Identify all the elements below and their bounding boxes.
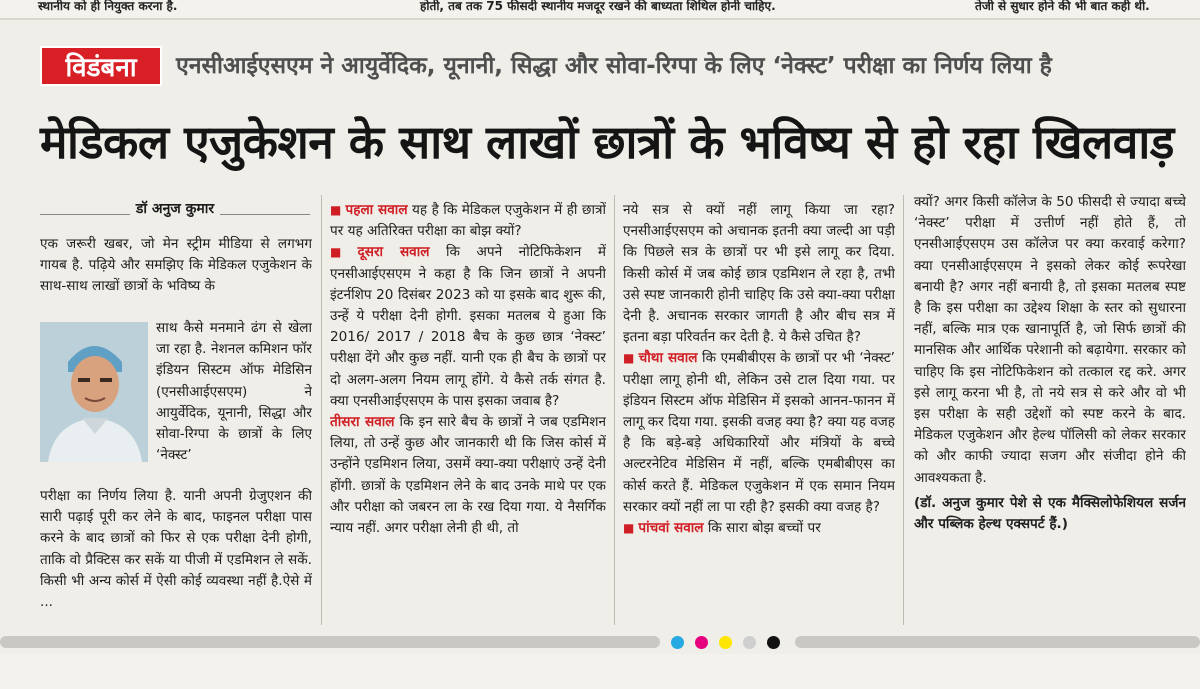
top-fragment: तेजी से सुधार होने की भी बात कही थी. bbox=[975, 0, 1150, 13]
bottom-margin bbox=[0, 654, 1200, 689]
registration-bar-right bbox=[795, 636, 1200, 648]
bullet-icon: ■ bbox=[330, 245, 354, 260]
bullet-icon: ■ bbox=[623, 521, 635, 536]
paragraph: नये सत्र से क्यों नहीं लागू किया जा रहा? एनसीआईएसएम को अचानक इतनी क्या जल्दी आ पड़ी कि पिछले सत्र के छात्रों पर भी इसे लागू कर दिया. किसी कोर्स में जब कोई छात्र एडमिशन ले रहा है, तभी उसे स्पष्ट जानकारी होनी चाहिए कि उसे क्या-क्या परीक्षा देनी है. अचानक सरकार जागती है और बीच सत्र में इतना बड़ा परिवर्तन कर देती है. ये कैसे उचित है? bbox=[623, 202, 895, 346]
column-4 bbox=[914, 192, 1186, 632]
grey-dot-icon bbox=[743, 636, 756, 649]
column-divider bbox=[321, 195, 322, 625]
column-divider bbox=[903, 195, 904, 625]
paragraph: क्यों? अगर किसी कॉलेज के 50 फीसदी से ज्यादा बच्चे ‘नेक्स्ट’ परीक्षा में उत्तीर्ण नहीं होते हैं, तो एनसीआईएसएम उस कॉलेज पर क्या करवाई करेगा? क्या एनसीआईएसएम ने इसको लेकर कोई रूपरेखा बनायी है? अगर नहीं बनायी है, तो इसका मतलब स्पष्ट है कि इस परीक्षा का उद्देश्य शिक्षा के स्तर को सुधारना नहीं, बल्कि मात्र एक खानापूर्ति है, जो सिर्फ छात्रों की मानसिक और आर्थिक परेशानी को बढ़ायेगा. सरकार को चाहिए कि इस नोटिफिकेशन को तत्काल रद्द करे. अगर इसे लागू करना भी है, तो नये सत्र से करे और वो भी इस परीक्षा के सही उद्देशों को स्पष्ट करने के बाद. मेडिकल एजुकेशन और हेल्थ पॉलिसी को लेकर सरकार को और काफी ज्यादा सजग और संजीदा होने की आवश्यकता है. bbox=[914, 194, 1186, 486]
author-portrait-image bbox=[40, 322, 148, 462]
question-label: चौथा सवाल bbox=[638, 350, 698, 367]
paragraph: एक जरूरी खबर, जो मेन स्ट्रीम मीडिया से लगभग गायब है. पढ़िये और समझिए कि मेडिकल एजुकेशन के साथ-साथ लाखों छात्रों के भविष्य के bbox=[40, 236, 312, 295]
column-1 bbox=[40, 234, 312, 298]
question-5 bbox=[623, 518, 895, 539]
paragraph: साथ कैसे मनमाने ढंग से खेला जा रहा है. नेशनल कमिशन फॉर इंडियन सिस्टम ऑफ मेडिसिन (एनसीआईएसएम) ने आयुर्वेदिक, यूनानी, सिद्धा और सोवा-रिग्पा के छात्रों के लिए ‘नेक्स्ट’ bbox=[156, 320, 312, 464]
column-1-wrap bbox=[156, 318, 312, 466]
bullet-icon: ■ bbox=[330, 203, 342, 217]
question-text: यह है कि मेडिकल एजुकेशन में ही छात्रों पर यह अतिरिक्त परीक्षा का बोझ क्यों? bbox=[330, 202, 606, 240]
kicker-row bbox=[40, 46, 1185, 92]
headline: मेडिकल एजुकेशन के साथ लाखों छात्रों के भविष्य से हो रहा खिलवाड़ bbox=[40, 115, 1174, 169]
top-fragment: स्थानीय को ही नियुक्त करना है. bbox=[38, 0, 178, 13]
question-1 bbox=[330, 200, 606, 242]
byline-name: डॉ अनुज कुमार bbox=[130, 201, 220, 217]
question-text: कि अपने नोटिफिकेशन में एनसीआईएसएम ने कहा है कि जिन छात्रों ने अपनी इंटर्नशिप 20 दिसंबर 2023 को या इसके बाद शुरू की, उन्हें ये परीक्षा देनी होगी. इसका मतलब ये हुआ कि 2016/ 2017 / 2018 बैच के कुछ छात्र ‘नेक्स्ट’ परीक्षा देंगे और कुछ नहीं. यानी एक ही बैच के छात्रों पर दो अलग-अलग नियम लागू होंगे. ये कैसे तर्क संगत है. क्या एनसीआईएसएम के पास इसका जवाब है? bbox=[330, 244, 606, 409]
top-rule bbox=[0, 18, 1200, 20]
yellow-dot-icon bbox=[719, 636, 732, 649]
print-registration-bar bbox=[0, 632, 1200, 654]
question-text: कि सारा बोझ बच्चों पर bbox=[703, 520, 821, 537]
question-3 bbox=[330, 412, 606, 539]
cyan-dot-icon bbox=[671, 636, 684, 649]
column-1-lower bbox=[40, 486, 312, 613]
question-label: पांचवां सवाल bbox=[638, 520, 704, 537]
black-dot-icon bbox=[767, 636, 780, 649]
question-text: कि इन सारे बैच के छात्रों ने जब एडमिशन लिया, तो उन्हें कुछ और जानकारी थी कि जिस कोर्स में उन्होंने एडमिशन लिया, उसमें क्या-क्या परीक्षाएं उन्हें देनी होंगी. छात्रों के एडमिशन लेने के बाद उनके माथे पर एक और परीक्षा को जबरन ला के रख दिया गया. ये नैसर्गिक न्याय नहीं. अगर परीक्षा लेनी ही थी, तो bbox=[330, 414, 606, 537]
paragraph: परीक्षा का निर्णय लिया है. यानी अपनी ग्रेजुएशन की सारी पढ़ाई पूरी कर लेने के बाद, फाइनल परीक्षा पास करने के बाद छात्रों को फिर से एक परीक्षा देनी होगी, ताकि वो प्रैक्टिस कर सकें या पीजी में एडमिशन ले सकें. किसी भी अन्य कोर्स में ऐसी कोई व्यवस्था नहीं है.ऐसे में ... bbox=[40, 488, 312, 611]
bullet-icon: ■ bbox=[623, 351, 635, 366]
question-label: दूसरा सवाल bbox=[357, 244, 430, 261]
author-photo bbox=[40, 322, 148, 462]
kicker-tag: विडंबना bbox=[40, 46, 162, 86]
author-note: (डॉ. अनुज कुमार पेशे से एक मैक्सिलोफेशियल सर्जन और पब्लिक हेल्थ एक्सपर्ट हैं.) bbox=[914, 494, 1186, 533]
kicker-text: एनसीआईएसएम ने आयुर्वेदिक, यूनानी, सिद्धा और सोवा-रिग्पा के लिए ‘नेक्स्ट’ परीक्षा का निर्णय लिया है bbox=[176, 53, 1052, 79]
column-divider bbox=[614, 195, 615, 625]
question-4 bbox=[623, 348, 895, 518]
top-fragment: होती, तब तक 75 फीसदी स्थानीय मजदूर रखने की बाध्यता शिथिल होनी चाहिए. bbox=[420, 0, 776, 13]
question-label: पहला सवाल bbox=[345, 202, 408, 218]
registration-bar-left bbox=[0, 636, 660, 648]
previous-article-strip bbox=[0, 0, 1200, 18]
question-label: तीसरा सवाल bbox=[330, 414, 395, 431]
column-3 bbox=[623, 200, 895, 620]
byline bbox=[40, 200, 310, 224]
question-text: कि एमबीबीएस के छात्रों पर भी ‘नेक्स्ट’ परीक्षा लागू होनी थी, लेकिन उसे टाल दिया गया. पर इंडियन सिस्टम ऑफ मेडिसिन में इसको आनन-फानन में लागू कर दिया गया. इसकी वजह क्या है? क्या यह वजह है कि बड़े-बड़े अधिकारियों और मंत्रियों के बच्चे अल्टरनेटिव मेडिसिन में नहीं, बल्कि एमबीबीएस का कोर्स करते हैं. मेडिकल एजुकेशन में एक समान नियम सरकार क्यों नहीं ला पा रही है? इसकी क्या वजह है? bbox=[623, 350, 895, 515]
column-2 bbox=[330, 200, 606, 620]
magenta-dot-icon bbox=[695, 636, 708, 649]
question-2 bbox=[330, 242, 606, 412]
